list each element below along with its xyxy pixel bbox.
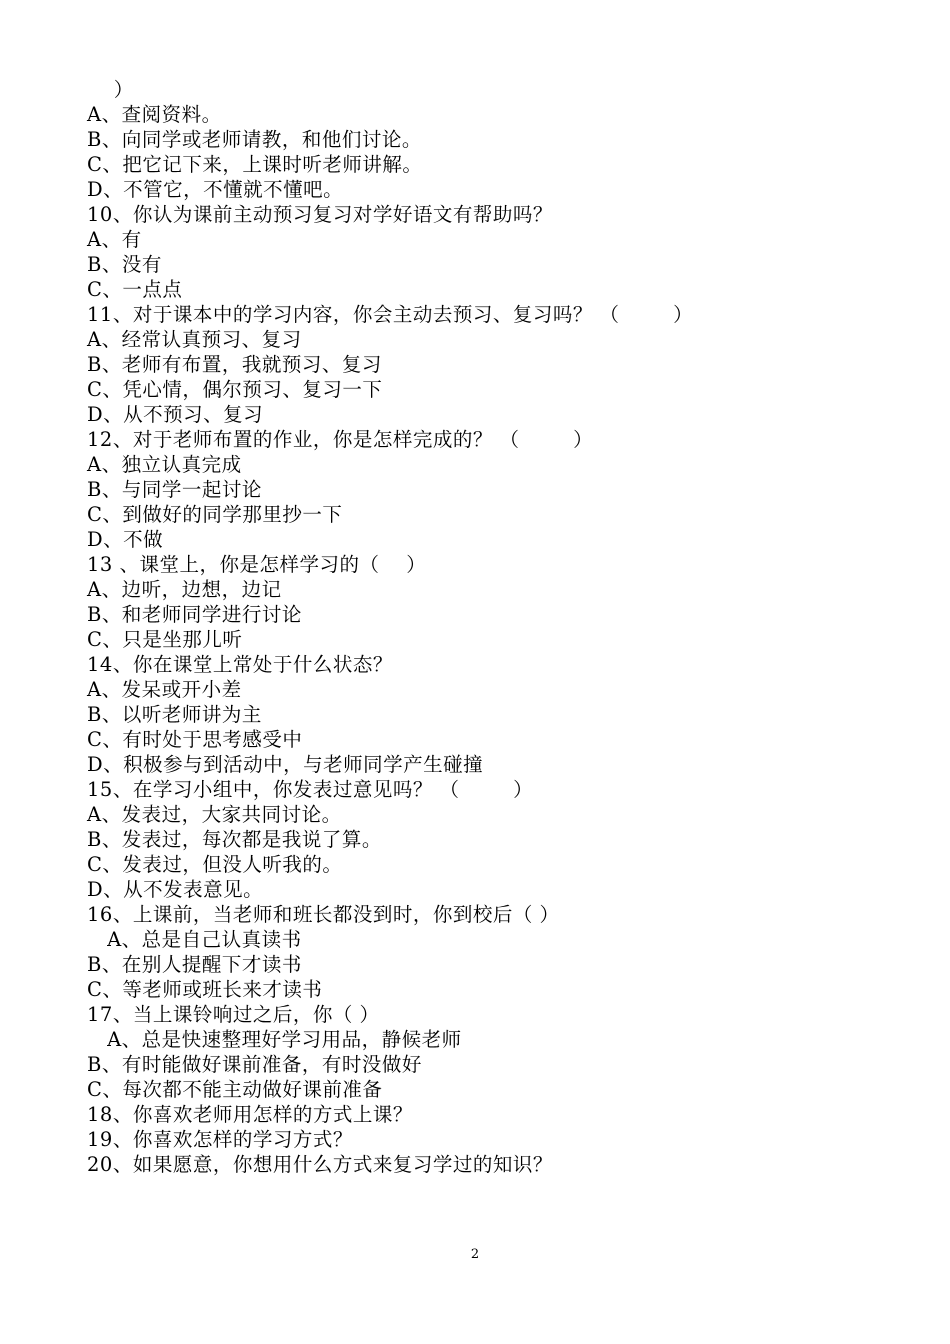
text-line: D、从不发表意见。 [87, 878, 264, 901]
text-line: 15、在学习小组中，你发表过意见吗？ （ ） [87, 778, 534, 801]
text-line: B、没有 [87, 253, 162, 276]
text-line: C、发表过，但没人听我的。 [87, 853, 343, 876]
text-line: A、有 [87, 228, 142, 251]
text-line: 20、如果愿意，你想用什么方式来复习学过的知识？ [87, 1153, 553, 1176]
text-line: 18、你喜欢老师用怎样的方式上课？ [87, 1103, 413, 1126]
page-number: 2 [470, 1247, 480, 1262]
text-line: D、不管它，不懂就不懂吧。 [87, 178, 344, 201]
text-line: B、和老师同学进行讨论 [87, 603, 302, 626]
text-line: ） [87, 78, 134, 101]
text-line: C、把它记下来，上课时听老师讲解。 [87, 153, 423, 176]
text-line: D、不做 [87, 528, 164, 551]
text-line: A、总是自己认真读书 [87, 928, 302, 951]
text-line: B、与同学一起讨论 [87, 478, 262, 501]
text-line: 13 、课堂上，你是怎样学习的（ ） [87, 553, 427, 576]
text-line: A、独立认真完成 [87, 453, 242, 476]
questionnaire-body [87, 77, 887, 1177]
text-line: 10、你认为课前主动预习复习对学好语文有帮助吗？ [87, 203, 553, 226]
text-line: C、只是坐那儿听 [87, 628, 243, 651]
text-line: A、发呆或开小差 [87, 678, 242, 701]
text-line: B、以听老师讲为主 [87, 703, 262, 726]
text-line: 16、上课前，当老师和班长都没到时，你到校后（ ） [87, 903, 560, 926]
text-line: B、在别人提醒下才读书 [87, 953, 302, 976]
text-line: A、发表过，大家共同讨论。 [87, 803, 342, 826]
text-line: B、发表过，每次都是我说了算。 [87, 828, 382, 851]
text-line: 19、你喜欢怎样的学习方式？ [87, 1128, 353, 1151]
text-line: A、经常认真预习、复习 [87, 328, 302, 351]
text-line: C、凭心情，偶尔预习、复习一下 [87, 378, 383, 401]
text-line: C、到做好的同学那里抄一下 [87, 503, 343, 526]
text-line: D、从不预习、复习 [87, 403, 264, 426]
text-line: 12、对于老师布置的作业，你是怎样完成的？ （ ） [87, 428, 594, 451]
text-line: A、查阅资料。 [87, 103, 222, 126]
text-line: B、有时能做好课前准备，有时没做好 [87, 1053, 422, 1076]
text-line: B、老师有布置，我就预习、复习 [87, 353, 382, 376]
text-line: 11、对于课本中的学习内容，你会主动去预习、复习吗？ （ ） [87, 303, 694, 326]
text-line: C、等老师或班长来才读书 [87, 978, 323, 1001]
text-line: B、向同学或老师请教，和他们讨论。 [87, 128, 422, 151]
text-line: 14、你在课堂上常处于什么状态？ [87, 653, 393, 676]
text-line: A、边听，边想，边记 [87, 578, 282, 601]
text-line: A、总是快速整理好学习用品，静候老师 [87, 1028, 462, 1051]
text-line: 17、当上课铃响过之后，你（ ） [87, 1003, 380, 1026]
text-line: D、积极参与到活动中，与老师同学产生碰撞 [87, 753, 484, 776]
text-line: C、一点点 [87, 278, 183, 301]
text-line: C、每次都不能主动做好课前准备 [87, 1078, 383, 1101]
text-line: C、有时处于思考感受中 [87, 728, 303, 751]
